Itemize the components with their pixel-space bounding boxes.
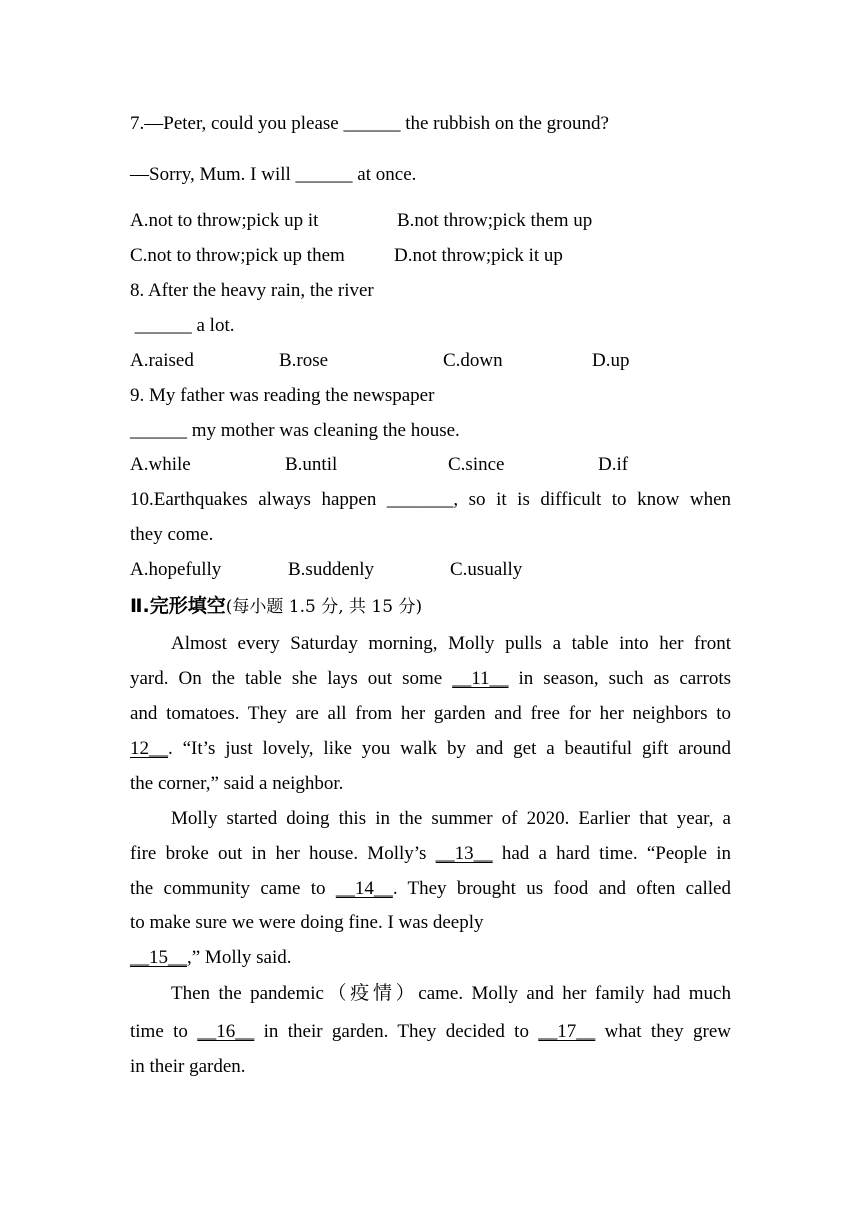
p1-line1: Almost every Saturday morning, Molly pulls a table into her front	[171, 633, 731, 654]
q8-options	[0, 349, 860, 373]
q8-option-b: B.rose	[279, 350, 329, 371]
p1-line5: the corner,” said a neighbor.	[130, 773, 344, 794]
q9-stem-line1: 9. My father was reading the newspaper	[130, 385, 435, 406]
q9-options	[0, 453, 860, 477]
p2-line4: to make sure we were doing fine. I was deeply	[130, 912, 484, 933]
blank-15[interactable]: __15__	[130, 947, 187, 968]
q7-options-row1	[0, 209, 860, 233]
q7-option-b: B.not throw;pick them up	[397, 210, 593, 231]
q9-option-a: A.while	[130, 454, 191, 475]
blank-17[interactable]: __17__	[538, 1021, 596, 1042]
q9-option-d: D.if	[598, 454, 629, 475]
p3-line2: time to __16__ in their garden. They decided to __17__ what they grew	[130, 1021, 731, 1042]
q8-option-d: D.up	[592, 350, 630, 371]
q10-option-a: A.hopefully	[130, 559, 222, 580]
p2-line2: fire broke out in her house. Molly’s __13__ had a hard time. “People in	[130, 843, 731, 864]
p1-line4: 12__. “It’s just lovely, like you walk by and get a beautiful gift around	[130, 738, 731, 759]
q7-options-row2	[0, 244, 860, 268]
q10-option-b: B.suddenly	[288, 559, 375, 580]
p2-line1: Molly started doing this in the summer of 2020. Earlier that year, a	[171, 808, 731, 829]
q9-stem-line2: ______ my mother was cleaning the house.	[130, 420, 460, 441]
q8-stem-line1: 8. After the heavy rain, the river	[130, 280, 374, 301]
p1-line2: yard. On the table she lays out some __11__ in season, such as carrots	[130, 668, 732, 689]
blank-13[interactable]: __13__	[435, 843, 493, 864]
q7-option-c: C.not to throw;pick up them	[130, 245, 345, 266]
p3-line3: in their garden.	[130, 1056, 246, 1077]
section-title: Ⅱ.完形填空	[130, 595, 226, 617]
p2-line5: __15__,” Molly said.	[130, 947, 292, 968]
q7-option-d: D.not throw;pick it up	[394, 245, 563, 266]
q10-option-c: C.usually	[450, 559, 523, 580]
p3-line1: Then the pandemic（疫情）came. Molly and her family had much	[171, 983, 731, 1004]
q10-stem-line1: 10.Earthquakes always happen _______, so it is difficult to know when	[130, 489, 731, 510]
q7-option-a: A.not to throw;pick up it	[130, 210, 319, 231]
blank-12[interactable]: 12__	[130, 738, 168, 759]
q7-stem: 7.—Peter, could you please ______ the rubbish on the ground?	[130, 113, 609, 134]
section-points: (每小题 1.5 分, 共 15 分)	[225, 597, 423, 617]
blank-16[interactable]: __16__	[197, 1021, 255, 1042]
p1-line3: and tomatoes. They are all from her garden and free for her neighbors to	[130, 703, 731, 724]
blank-11[interactable]: __11__	[452, 668, 509, 689]
q7-reply: —Sorry, Mum. I will ______ at once.	[130, 164, 417, 185]
section-heading	[130, 594, 422, 619]
q10-options	[0, 558, 860, 582]
q8-option-c: C.down	[443, 350, 503, 371]
q10-stem-line2: they come.	[130, 524, 214, 545]
q8-stem-line2: ______ a lot.	[130, 315, 235, 336]
q8-option-a: A.raised	[130, 350, 194, 371]
q9-option-b: B.until	[285, 454, 338, 475]
p2-line3: the community came to __14__. They brought us food and often called	[130, 878, 731, 899]
q9-option-c: C.since	[448, 454, 505, 475]
blank-14[interactable]: __14__	[335, 878, 393, 899]
